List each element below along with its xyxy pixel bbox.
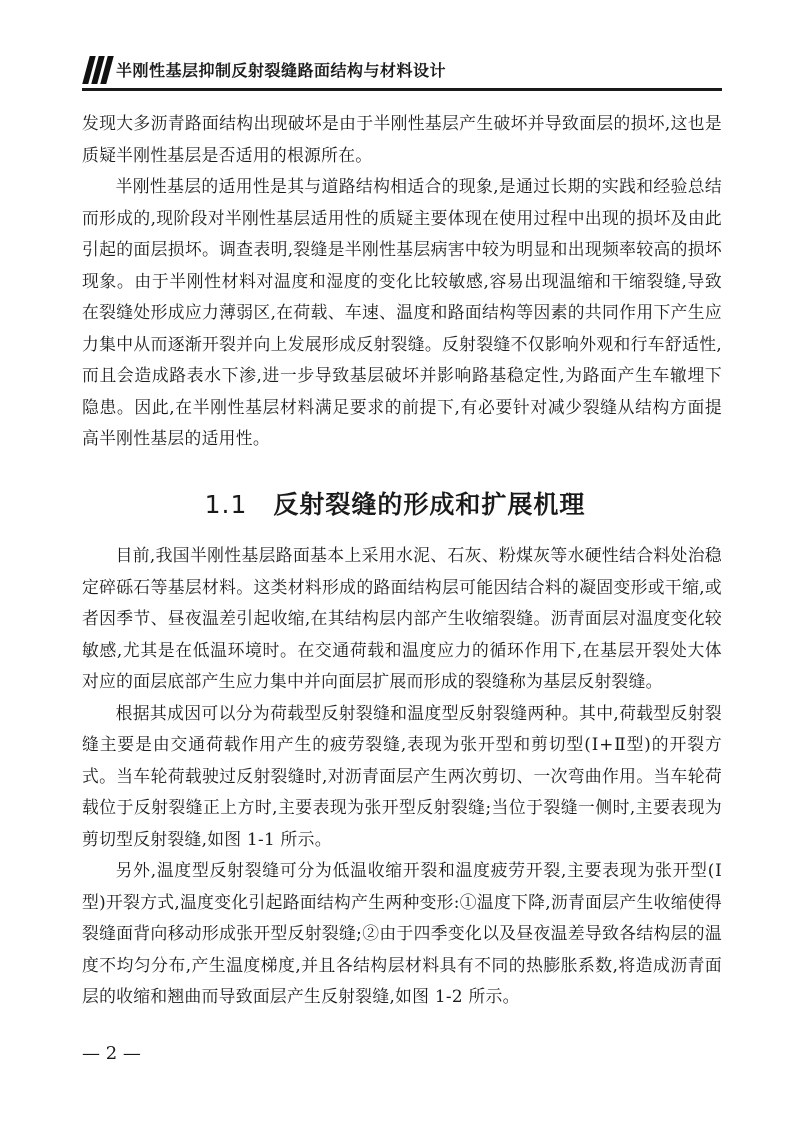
paragraph: 半刚性基层的适用性是其与道路结构相适合的现象,是通过长期的实践和经验总结而形成的,现阶段对半刚性基层适用性的质疑主要体现在使用过程中出现的损坏及由此引起的面层损坏。调查表明,裂缝是半刚性基层病害中较为明显和出现频率较高的损坏现象。由于半刚性材料对温度和湿度的变化比较敏感,容易出现温缩和干缩裂缝,导致在裂缝处形成应力薄弱区,在荷载、车速、温度和路面结构等因素的共同作用下产生应力集中从而逐渐开裂并向上发展形成反射裂缝。反射裂缝不仅影响外观和行车舒适性,而且会造成路表水下渗,进一步导致基层破坏并影响路基稳定性,为路面产生车辙埋下隐患。因此,在半刚性基层材料满足要求的前提下,有必要针对减少裂缝从结构方面提高半刚性基层的适用性。 [82, 176, 722, 448]
running-header [82, 54, 722, 91]
header-bars-icon [82, 56, 112, 84]
section-number: 1.1 [204, 490, 248, 519]
paragraph-continued: 发现大多沥青路面结构出现破坏是由于半刚性基层产生破坏并导致面层的损坏,这也是质疑半刚性基层是否适用的根源所在。 [82, 113, 722, 165]
section-title: 反射裂缝的形成和扩展机理 [273, 490, 586, 519]
intro-text [82, 108, 722, 455]
paragraph: 目前,我国半刚性基层路面基本上采用水泥、石灰、粉煤灰等水硬性结合料处治稳定碎砾石等基层材料。这类材料形成的路面结构层可能因结合料的凝固变形或干缩,或者因季节、昼夜温差引起收缩,在其结构层内部产生收缩裂缝。沥青面层对温度变化较敏感,尤其是在低温环境时。在交通荷载和温度应力的循环作用下,在基层开裂处大体对应的面层底部产生应力集中并向面层扩展而形成的裂缝称为基层反射裂缝。 [82, 545, 722, 691]
page-number: — 2 — [82, 1043, 141, 1064]
section-text [82, 540, 722, 1013]
paragraph: 根据其成因可以分为荷载型反射裂缝和温度型反射裂缝两种。其中,荷载型反射裂缝主要是由交通荷载作用产生的疲劳裂缝,表现为张开型和剪切型(Ⅰ+Ⅱ型)的开裂方式。当车轮荷载驶过反射裂缝时,对沥青面层产生两次剪切、一次弯曲作用。当车轮荷载位于反射裂缝正上方时,主要表现为张开型反射裂缝;当位于裂缝一侧时,主要表现为剪切型反射裂缝,如图 1-1 所示。 [82, 702, 722, 849]
paragraph: 另外,温度型反射裂缝可分为低温收缩开裂和温度疲劳开裂,主要表现为张开型(Ⅰ型)开裂方式,温度变化引起路面结构产生两种变形:①温度下降,沥青面层产生收缩使得裂缝面背向移动形成张开型反射裂缝;②由于四季变化以及昼夜温差导致各结构层的温度不均匀分布,产生温度梯度,并且各结构层材料具有不同的热膨胀系数,将造成沥青面层的收缩和翘曲而导致面层产生反射裂缝,如图 1-2 所示。 [82, 860, 722, 1006]
section-heading [0, 485, 790, 521]
header-title: 半刚性基层抑制反射裂缝路面结构与材料设计 [116, 61, 447, 80]
